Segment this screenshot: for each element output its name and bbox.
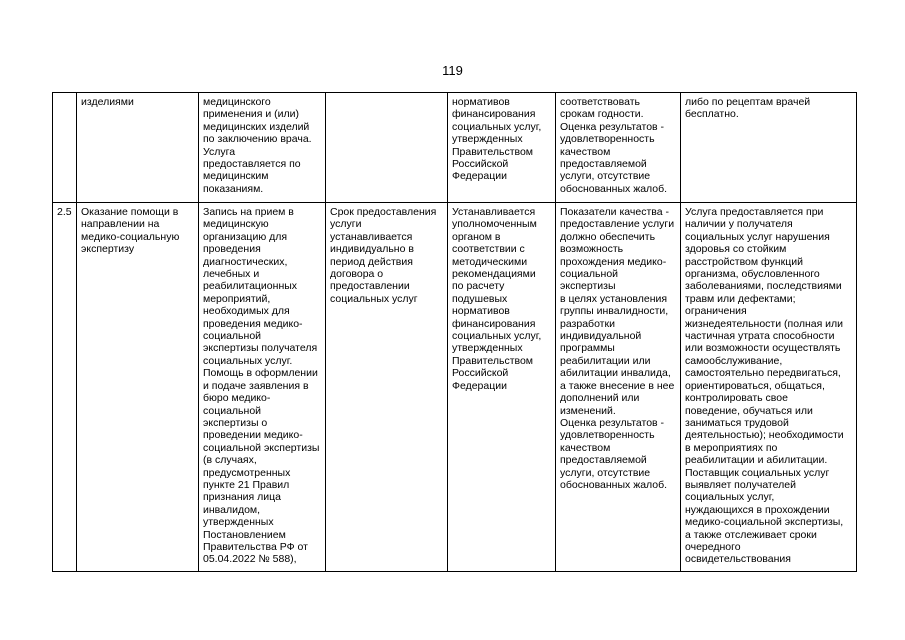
row-number-cell: 2.5 bbox=[53, 203, 77, 572]
table-row bbox=[53, 93, 857, 203]
quality-indicators-cell: соответствовать срокам годности. Оценка результатов - удовлетворенность качеством предоставляемой услуги, отсутствие обоснованных жалоб. bbox=[556, 93, 681, 203]
table-row bbox=[53, 203, 857, 572]
conditions-cell: либо по рецептам врачей бесплатно. bbox=[681, 93, 857, 203]
service-term-cell: Срок предоставления услуги устанавливается индивидуально в период действия договора о предоставлении социальных услуг bbox=[326, 203, 448, 572]
page-number: 119 bbox=[442, 63, 463, 78]
service-name-cell: изделиями bbox=[77, 93, 199, 203]
service-description-cell: Запись на прием в медицинскую организацию для проведения диагностических, лечебных и реабилитационных мероприятий, необходимых для проведения медико- социальной экспертизы получателя социальных услуг. Помощь в оформлении и подаче заявления в бюро медико- социальной экспертизы о проведении медико- социальной экспертизы (в случаях, предусмотренных пункте 21 Правил признания лица инвалидом, утвержденных Постановлением Правительства РФ от 05.04.2022 № 588), bbox=[199, 203, 326, 572]
conditions-cell: Услуга предоставляется при наличии у получателя социальных услуг нарушения здоровья со стойким расстройством функций организма, обусловленного заболеваниями, последствиями травм или дефектами; ограничения жизнедеятельности (полная или частичная утрата способности или возможности осуществлять самообслуживание, самостоятельно передвигаться, ориентироваться, общаться, контролировать свое поведение, обучаться или заниматься трудовой деятельностью); необходимости в мероприятиях по реабилитации и абилитации. Поставщик социальных услуг выявляет получателей социальных услуг, нуждающихся в прохождении медико-социальной экспертизы, а также отслеживает сроки очередного освидетельствования bbox=[681, 203, 857, 572]
services-table bbox=[52, 92, 857, 572]
quality-indicators-cell: Показатели качества - предоставление услуги должно обеспечить возможность прохождения медико- социальной экспертизы в целях установления группы инвалидности, разработки индивидуальной программы реабилитации или абилитации инвалида, а также внесение в нее дополнений или изменений. Оценка результатов - удовлетворенность качеством предоставляемой услуги, отсутствие обоснованных жалоб. bbox=[556, 203, 681, 572]
service-term-cell bbox=[326, 93, 448, 203]
row-number-cell bbox=[53, 93, 77, 203]
service-name-cell: Оказание помощи в направлении на медико-социальную экспертизу bbox=[77, 203, 199, 572]
service-description-cell: медицинского применения и (или) медицинских изделий по заключению врача. Услуга предоставляется по медицинским показаниям. bbox=[199, 93, 326, 203]
per-capita-norm-cell: Устанавливается уполномоченным органом в соответствии с методическими рекомендациями по расчету подушевых нормативов финансирования социальных услуг, утвержденных Правительством Российской Федерации bbox=[448, 203, 556, 572]
per-capita-norm-cell: нормативов финансирования социальных услуг, утвержденных Правительством Российской Федерации bbox=[448, 93, 556, 203]
